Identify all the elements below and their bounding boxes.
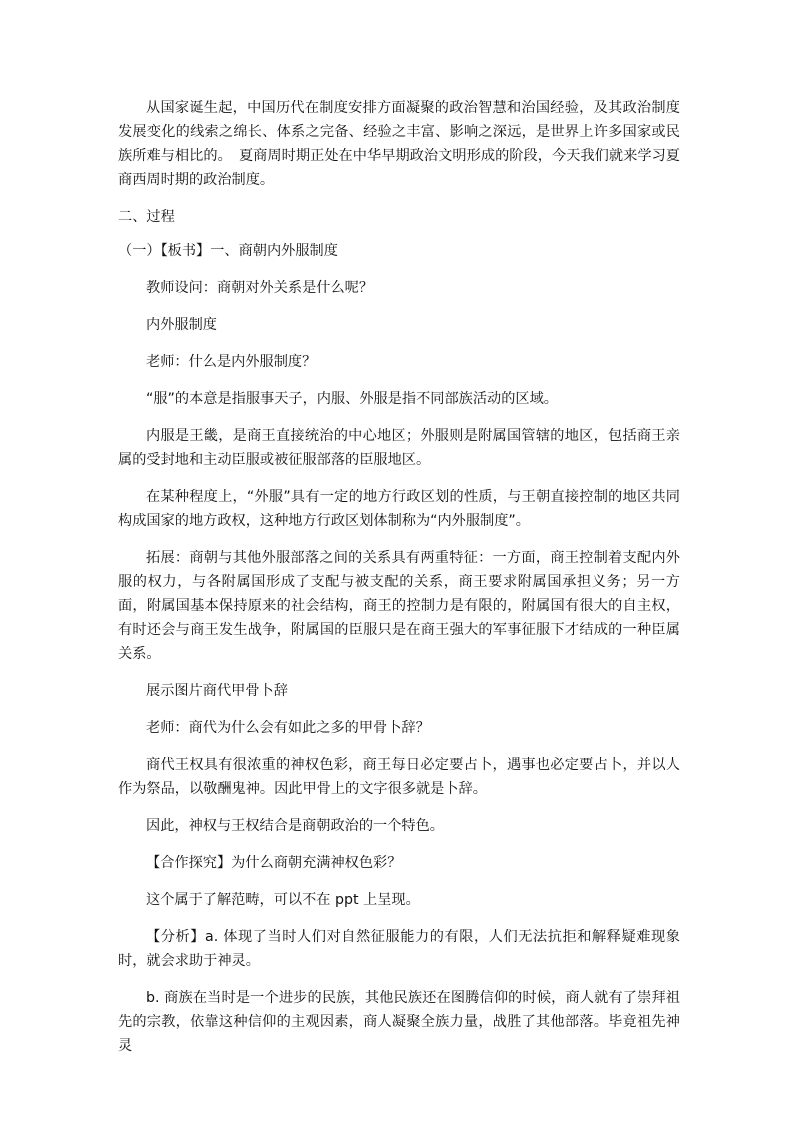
document-body xyxy=(118,96,680,1058)
topic-label-paragraph: 内外服制度 xyxy=(146,317,217,333)
inner-outer-service-paragraph: 内服是王畿，是商王直接统治的中心地区；外服则是附属国管辖的地区，包括商王亲属的受封地和主动臣服或被征服部落的臣服地区。 xyxy=(118,428,680,468)
extension-paragraph: 拓展：商朝与其他外服部落之间的关系具有两重特征：一方面，商王控制着支配内外服的权力，与各附属国形成了支配与被支配的关系，商王要求附属国承担义务；另一方面，附属国基本保持原来的社会结构，商王的控制力是有限的，附属国有很大的自主权，有时还会与商王发生战争，附属国的臣服只是在商王强大的军事征服下才结成的一种臣属关系。 xyxy=(118,550,680,662)
summary-paragraph: 因此，神权与王权结合是商朝政治的一个特色。 xyxy=(146,818,444,834)
definition-paragraph: “服”的本意是指服事天子，内服、外服是指不同部族活动的区域。 xyxy=(146,391,558,407)
analysis-b-paragraph: b. 商族在当时是一个进步的民族，其他民族还在图腾信仰的时候，商人就有了崇拜祖先的宗教，依靠这种信仰的主观因素，商人凝聚全族力量，战胜了其他部落。毕竟祖先神灵 xyxy=(118,990,680,1054)
analysis-a-paragraph: 【分析】a. 体现了当时人们对自然征服能力的有限，人们无法抗拒和解释疑难现象时，就会求助于神灵。 xyxy=(118,929,680,969)
image-display-paragraph: 展示图片商代甲骨卜辞 xyxy=(146,683,288,699)
intro-paragraph: 从国家诞生起，中国历代在制度安排方面凝聚的政治智慧和治国经验，及其政治制度发展变化的线索之绵长、体系之完备、经验之丰富、影响之深远，是世界上许多国家或民族所难与相比的。 夏商周时期正处在中华早期政治文明形成的阶段，今天我们就来学习夏商西周时期的政治制度。 xyxy=(118,100,680,188)
scope-note-paragraph: 这个属于了解范畴，可以不在 ppt 上呈现。 xyxy=(146,892,420,908)
teacher-question-paragraph: 老师：什么是内外服制度？ xyxy=(146,354,317,370)
section-heading-process: 二、过程 xyxy=(118,209,175,225)
teacher-question-paragraph: 老师：商代为什么会有如此之多的甲骨卜辞？ xyxy=(146,720,430,736)
cooperative-inquiry-paragraph: 【合作探究】为什么商朝充满神权色彩？ xyxy=(146,855,402,871)
divination-paragraph: 商代王权具有很浓重的神权色彩，商王每日必定要占卜，遇事也必定要占卜，并以人作为祭品，以敬酬鬼神。因此甲骨上的文字很多就是卜辞。 xyxy=(118,757,680,797)
board-heading-shang-system: （一）【板书】一、商朝内外服制度 xyxy=(118,243,338,259)
teacher-question-paragraph: 教师设问：商朝对外关系是什么呢？ xyxy=(146,280,374,296)
administrative-division-paragraph: 在某种程度上，“外服”具有一定的地方行政区划的性质，与王朝直接控制的地区共同构成国家的地方政权，这种地方行政区划体制称为“内外服制度”。 xyxy=(118,489,680,529)
